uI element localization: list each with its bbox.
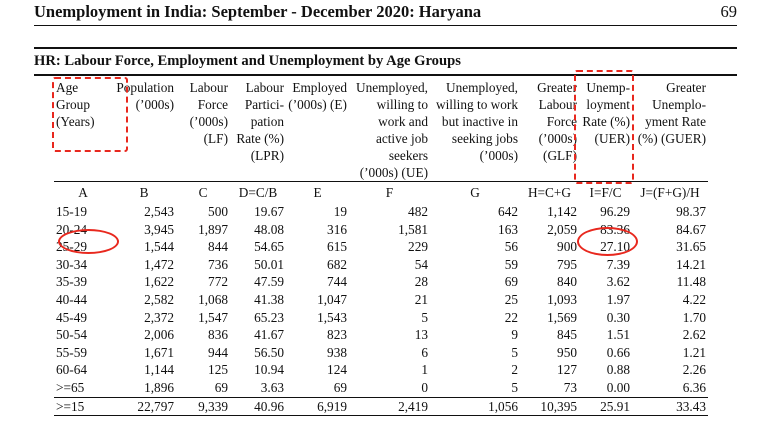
- table-cell: 41.38: [254, 291, 284, 307]
- table-cell: 316: [327, 221, 347, 237]
- table-cell: 1,068: [198, 291, 228, 307]
- table-cell: 84.67: [676, 221, 706, 237]
- col-letter: A: [54, 182, 112, 204]
- col-header-age-group: Age Group (Years): [56, 80, 95, 129]
- table-cell: 127: [557, 362, 577, 378]
- page-number: 69: [720, 2, 737, 21]
- table-cell: 5: [511, 344, 518, 360]
- table-cell: 823: [327, 327, 347, 343]
- table-row: [54, 203, 708, 221]
- table-cell: 1,056: [430, 397, 520, 416]
- table-cell: 69: [333, 379, 347, 395]
- col-letter: H=C+G: [520, 182, 579, 204]
- col-header-guer: Greater Unemplo- yment Rate (%) (GUER): [637, 80, 706, 146]
- table-cell: 54: [414, 256, 428, 272]
- age-group-cell: 25-29: [56, 239, 88, 255]
- table-cell: 845: [557, 327, 577, 343]
- table-cell: 9,339: [176, 397, 230, 416]
- table-cell: 7.39: [606, 256, 630, 272]
- table-cell: 56.50: [254, 344, 284, 360]
- table-cell: 0: [421, 379, 428, 395]
- table-cell: 4.22: [682, 291, 706, 307]
- table-cell: 0.88: [606, 362, 630, 378]
- age-group-cell: 55-59: [56, 344, 88, 360]
- table-cell: 2,419: [349, 397, 430, 416]
- table-cell: 0.30: [606, 309, 630, 325]
- table-row: [54, 361, 708, 379]
- table-cell: 1,142: [547, 204, 577, 219]
- col-letter: D=C/B: [230, 182, 286, 204]
- table-cell: 6.36: [682, 379, 706, 395]
- table-row-total: [54, 397, 708, 416]
- table-cell: 6,919: [286, 397, 349, 416]
- table-cell: 31.65: [676, 239, 706, 255]
- table-cell: 2,543: [144, 204, 174, 219]
- table-cell: 41.67: [254, 327, 284, 343]
- table-cell: 615: [327, 239, 347, 255]
- table-cell: 50.01: [254, 256, 284, 272]
- table-cell: 1.51: [606, 327, 630, 343]
- table-cell: 6: [421, 344, 428, 360]
- annotation-box-age-group: [52, 77, 128, 152]
- table-row: [54, 344, 708, 362]
- table-cell: 1,472: [144, 256, 174, 272]
- table-cell: 950: [557, 344, 577, 360]
- table-cell: 1,671: [144, 344, 174, 360]
- table-top-rule: [34, 47, 737, 49]
- table-cell: 48.08: [254, 221, 284, 237]
- table-cell: 1,543: [317, 309, 347, 325]
- table-cell: 10.94: [254, 362, 284, 378]
- age-group-cell: 50-54: [56, 327, 88, 343]
- table-cell: 22,797: [112, 397, 176, 416]
- age-group-cell: 20-24: [56, 221, 88, 237]
- table-cell: 19.67: [254, 204, 284, 219]
- table-cell: 54.65: [254, 239, 284, 255]
- table-cell: 1.21: [682, 344, 706, 360]
- table-cell: 682: [327, 256, 347, 272]
- header-rule: [34, 25, 737, 26]
- table-cell: 5: [421, 309, 428, 325]
- table-cell: 33.43: [632, 397, 708, 416]
- table-row: [54, 326, 708, 344]
- table-cell: 96.29: [600, 204, 630, 219]
- table-cell: 900: [557, 239, 577, 255]
- age-group-cell: 15-19: [56, 204, 88, 219]
- table-cell: 840: [557, 274, 577, 290]
- table-cell: 1: [421, 362, 428, 378]
- age-group-cell: 45-49: [56, 309, 88, 325]
- table-row: [54, 273, 708, 291]
- table-cell: 944: [208, 344, 228, 360]
- table-cell: 772: [208, 274, 228, 290]
- table-cell: 2.26: [682, 362, 706, 378]
- col-header-greater-labour-force: Greater Labour Force (’000s) (GLF): [537, 80, 577, 163]
- table-cell: 22: [504, 309, 518, 325]
- table-cell: 47.59: [254, 274, 284, 290]
- table-cell: 69: [214, 379, 228, 395]
- table-cell: 25: [504, 291, 518, 307]
- table-row: [54, 291, 708, 309]
- table-cell: 938: [327, 344, 347, 360]
- table-cell: 1,544: [144, 239, 174, 255]
- table-row: [54, 379, 708, 397]
- table-cell: 28: [414, 274, 428, 290]
- table-cell: 2,006: [144, 327, 174, 343]
- table-cell: 795: [557, 256, 577, 272]
- table-cell: 1,144: [144, 362, 174, 378]
- table-cell: 1.97: [606, 291, 630, 307]
- col-header-unemployed-active: Unemployed, willing to work and active job seekers (’000s) (UE): [355, 80, 428, 180]
- table-title: HR: Labour Force, Employment and Unemployment by Age Groups: [34, 53, 461, 69]
- table-cell: 1,547: [198, 309, 228, 325]
- table-cell: 0.00: [606, 379, 630, 395]
- column-letter-row: [54, 182, 708, 204]
- table-cell: 3.62: [606, 274, 630, 290]
- col-letter: J=(F+G)/H: [632, 182, 708, 204]
- col-header-population: Population (’000s): [116, 80, 174, 112]
- table-cell: 744: [327, 274, 347, 290]
- table-cell: 5: [511, 379, 518, 395]
- table-cell: 0.66: [606, 344, 630, 360]
- table-cell: 1,047: [317, 291, 347, 307]
- table-cell: 19: [333, 204, 347, 219]
- page-header: [34, 2, 737, 26]
- table-cell: 13: [414, 327, 428, 343]
- annotation-circle-83-36: [577, 227, 638, 256]
- table-cell: 2.62: [682, 327, 706, 343]
- annotation-circle-20-24: [58, 229, 119, 254]
- table-cell: 56: [504, 239, 518, 255]
- table-cell: 3.63: [260, 379, 284, 395]
- age-group-cell: 40-44: [56, 291, 88, 307]
- col-letter: C: [176, 182, 230, 204]
- col-letter: B: [112, 182, 176, 204]
- table-cell: 125: [208, 362, 228, 378]
- table-cell: 500: [208, 204, 228, 219]
- table-cell: 1,896: [144, 379, 174, 395]
- age-group-cell: >=15: [54, 397, 112, 416]
- document-title: Unemployment in India: September - December 2020: Haryana: [34, 2, 482, 21]
- annotation-box-uer: [574, 70, 634, 184]
- col-letter: E: [286, 182, 349, 204]
- col-header-lpr: Labour Partici- pation Rate (%) (LPR): [236, 80, 284, 163]
- table-cell: 21: [414, 291, 428, 307]
- table-cell: 2,372: [144, 309, 174, 325]
- col-letter: I=F/C: [579, 182, 632, 204]
- table-cell: 40.96: [230, 397, 286, 416]
- age-group-cell: 35-39: [56, 274, 88, 290]
- col-header-labour-force: Labour Force (’000s) (LF): [189, 80, 228, 146]
- table-cell: 27.10: [600, 239, 630, 255]
- col-header-unemployed-inactive: Unemployed, willing to work but inactive in seeking jobs (’000s): [436, 80, 518, 163]
- table-cell: 25.91: [579, 397, 632, 416]
- table-cell: 3,945: [144, 221, 174, 237]
- table-cell: 736: [208, 256, 228, 272]
- col-letter: G: [430, 182, 520, 204]
- table-cell: 163: [498, 221, 518, 237]
- table-cell: 11.48: [676, 274, 706, 290]
- table-cell: 1,093: [547, 291, 577, 307]
- table-cell: 229: [408, 239, 428, 255]
- table-cell: 642: [498, 204, 518, 219]
- table-cell: 836: [208, 327, 228, 343]
- age-group-cell: >=65: [56, 379, 85, 395]
- col-letter: F: [349, 182, 430, 204]
- table-cell: 482: [408, 204, 428, 219]
- table-cell: 98.37: [676, 204, 706, 219]
- table-cell: 1,897: [198, 221, 228, 237]
- table-cell: 2,582: [144, 291, 174, 307]
- table-cell: 1.70: [682, 309, 706, 325]
- table-cell: 844: [208, 239, 228, 255]
- age-group-cell: 60-64: [56, 362, 88, 378]
- table-cell: 83.36: [600, 221, 630, 237]
- table-row: [54, 256, 708, 274]
- table-cell: 124: [327, 362, 347, 378]
- table-cell: 10,395: [520, 397, 579, 416]
- table-cell: 1,622: [144, 274, 174, 290]
- table-row: [54, 309, 708, 327]
- col-header-uer: Unemp- loyment Rate (%) (UER): [582, 80, 630, 146]
- table-cell: 2,059: [547, 221, 577, 237]
- col-header-employed: Employed (’000s) (E): [288, 80, 347, 112]
- age-group-cell: 30-34: [56, 256, 88, 272]
- table-cell: 9: [511, 327, 518, 343]
- table-cell: 65.23: [254, 309, 284, 325]
- table-cell: 1,581: [398, 221, 428, 237]
- table-cell: 2: [511, 362, 518, 378]
- table-cell: 14.21: [676, 256, 706, 272]
- table-cell: 1,569: [547, 309, 577, 325]
- table-cell: 73: [563, 379, 577, 395]
- table-cell: 59: [504, 256, 518, 272]
- table-cell: 69: [504, 274, 518, 290]
